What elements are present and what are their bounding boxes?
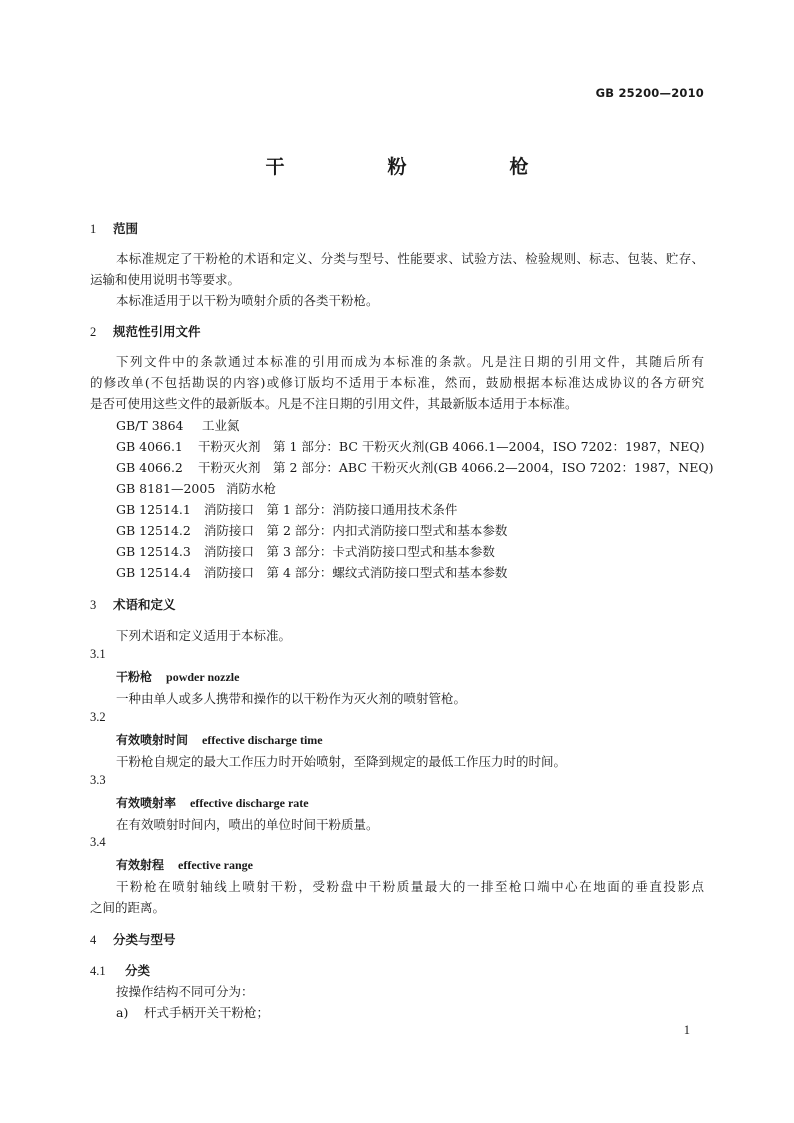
reference-item: [116, 437, 704, 455]
section-title: 范围: [113, 221, 139, 236]
reference-item: [116, 542, 495, 560]
section-number: 1: [90, 222, 97, 236]
list-item-text: 杆式手柄开关干粉枪；: [144, 1005, 270, 1020]
s4-para: 按操作结构不同可分为：: [116, 984, 254, 999]
term-en: effective range: [178, 858, 253, 872]
s2-para-line2: 的修改单(不包括勘误的内容)或修订版均不适用于本标准，然而，鼓励根据本标准达成协议的各方研究: [90, 375, 704, 390]
term-definition: 干粉枪自规定的最大工作压力时开始喷射，至降到规定的最低工作压力时的时间。: [116, 754, 567, 769]
term-definition-line2: 之间的距离。: [90, 900, 166, 915]
reference-title: 消防接口 第 1 部分：消防接口通用技术条件: [204, 502, 458, 517]
reference-title: 消防接口 第 4 部分：螺纹式消防接口型式和基本参数: [204, 565, 508, 580]
reference-item: [116, 521, 507, 539]
reference-item: [116, 416, 240, 434]
section-3-heading: [90, 595, 176, 613]
section-title: 术语和定义: [113, 597, 176, 612]
s3-intro: 下列术语和定义适用于本标准。: [116, 628, 292, 643]
term-cn: 有效射程: [116, 858, 165, 872]
s1-para1-line1: 本标准规定了干粉枪的术语和定义、分类与型号、性能要求、试验方法、检验规则、标志、包装、贮存、: [116, 251, 704, 266]
section-number: 3: [90, 598, 97, 612]
s1-para2: 本标准适用于以干粉为喷射介质的各类干粉枪。: [116, 293, 379, 308]
reference-code: GB 12514.1: [116, 502, 191, 517]
subsection-number: 4.1: [90, 964, 106, 978]
subsection-4-1-heading: [90, 961, 150, 979]
s1-para1-line2: 运输和使用说明书等要求。: [90, 272, 241, 287]
document-title: 干 粉 枪: [265, 156, 571, 178]
reference-item: [116, 458, 714, 476]
reference-title: 消防水枪: [226, 481, 277, 496]
s2-para-line1: 下列文件中的条款通过本标准的引用而成为本标准的条款。凡是注日期的引用文件，其随后所有: [116, 354, 704, 369]
reference-title: 工业氮: [202, 418, 240, 433]
term-number: 3.3: [90, 773, 106, 787]
term-number: 3.2: [90, 710, 106, 724]
reference-code: GB 12514.4: [116, 565, 191, 580]
reference-code: GB 4066.1: [116, 439, 183, 454]
term-definition: 在有效喷射时间内，喷出的单位时间干粉质量。: [116, 817, 379, 832]
reference-code: GB 8181—2005: [116, 481, 216, 496]
reference-code: GB/T 3864: [116, 418, 184, 433]
reference-code: GB 12514.3: [116, 544, 191, 559]
section-number: 4: [90, 933, 97, 947]
list-item: [116, 1003, 269, 1021]
term-number: 3.1: [90, 647, 106, 661]
section-title: 规范性引用文件: [113, 324, 201, 339]
reference-code: GB 4066.2: [116, 460, 183, 475]
term-en: effective discharge time: [202, 733, 323, 747]
section-1-heading: [90, 219, 138, 237]
standard-code: GB 25200—2010: [595, 86, 704, 100]
term-cn: 干粉枪: [116, 670, 153, 684]
reference-code: GB 12514.2: [116, 523, 191, 538]
term-name: [116, 668, 239, 685]
section-2-heading: [90, 322, 201, 340]
s2-para-line3: 是否可使用这些文件的最新版本。凡是不注日期的引用文件，其最新版本适用于本标准。: [90, 396, 578, 411]
reference-title: 干粉灭火剂 第 2 部分：ABC 干粉灭火剂(GB 4066.2—2004，ISO 7202：1987，NEQ): [198, 460, 714, 475]
section-4-heading: [90, 930, 176, 948]
term-definition-line1: 干粉枪在喷射轴线上喷射干粉，受粉盘中干粉质量最大的一排至枪口端中心在地面的垂直投影点: [116, 879, 704, 894]
reference-item: [116, 479, 276, 497]
term-definition: 一种由单人或多人携带和操作的以干粉作为灭火剂的喷射管枪。: [116, 691, 467, 706]
reference-item: [116, 563, 507, 581]
term-cn: 有效喷射时间: [116, 733, 189, 747]
reference-item: [116, 500, 457, 518]
section-number: 2: [90, 325, 97, 339]
term-name: [116, 856, 253, 873]
term-name: [116, 794, 309, 811]
term-name: [116, 731, 323, 748]
term-en: powder nozzle: [166, 670, 240, 684]
reference-title: 干粉灭火剂 第 1 部分：BC 干粉灭火剂(GB 4066.1—2004，ISO 7202：1987，NEQ): [198, 439, 705, 454]
term-cn: 有效喷射率: [116, 796, 177, 810]
page-number: 1: [683, 1023, 690, 1037]
reference-title: 消防接口 第 3 部分：卡式消防接口型式和基本参数: [204, 544, 495, 559]
reference-title: 消防接口 第 2 部分：内扣式消防接口型式和基本参数: [204, 523, 508, 538]
term-en: effective discharge rate: [190, 796, 309, 810]
list-item-label: a): [116, 1005, 129, 1020]
term-number: 3.4: [90, 835, 106, 849]
subsection-title: 分类: [125, 963, 151, 978]
section-title: 分类与型号: [113, 932, 176, 947]
